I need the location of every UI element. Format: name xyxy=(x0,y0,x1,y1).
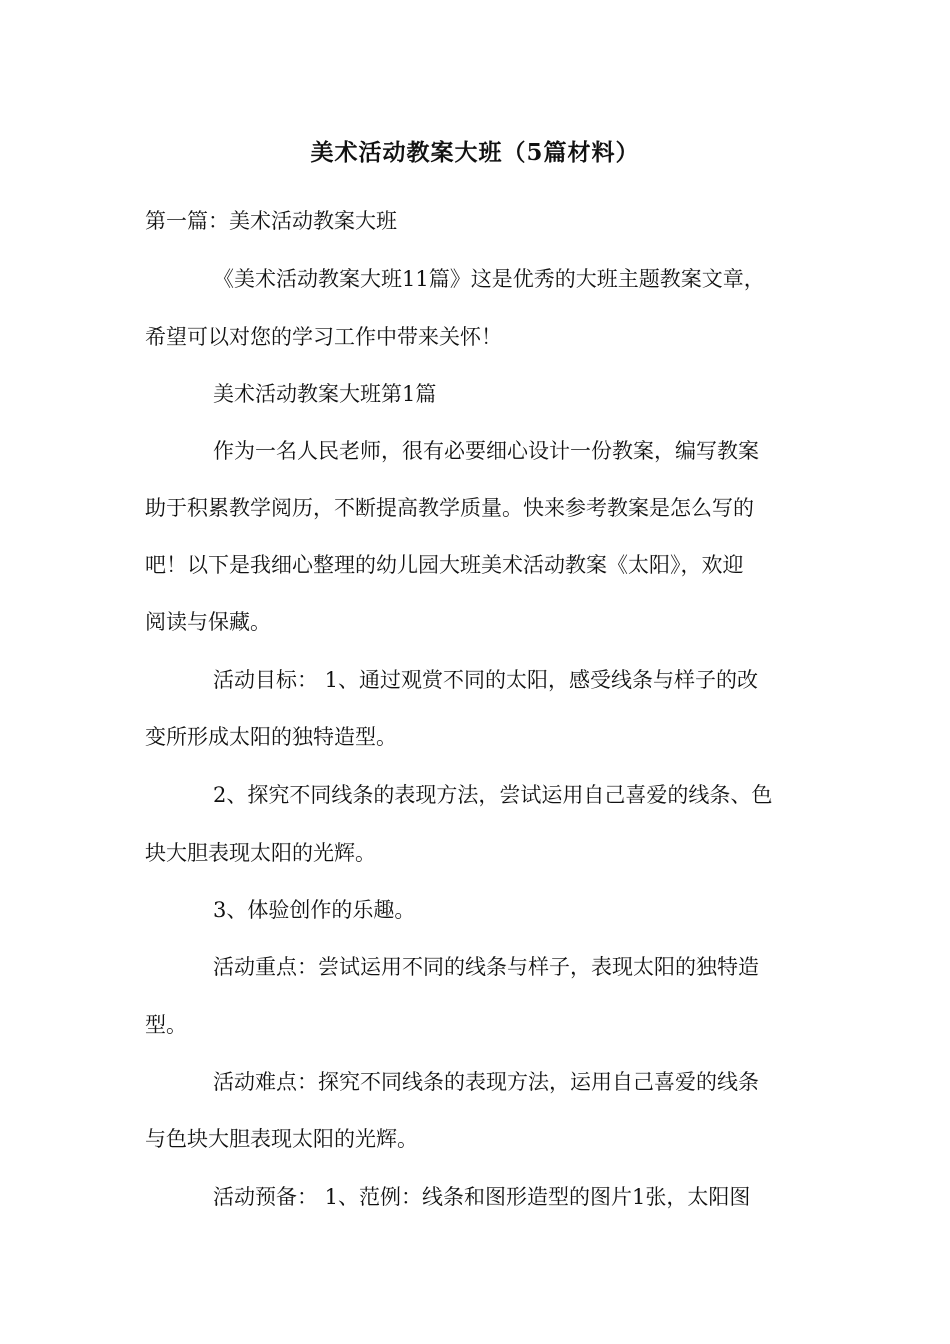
paragraph-line: 吧！以下是我细心整理的幼儿园大班美术活动教案《太阳》，欢迎 xyxy=(145,553,744,577)
paragraph-line: 2、探究不同线条的表现方法，尝试运用自己喜爱的线条、色 xyxy=(213,783,773,807)
paragraph-line: 活动预备： 1、范例：线条和图形造型的图片1张，太阳图 xyxy=(213,1185,751,1209)
paragraph-line: 阅读与保藏。 xyxy=(145,610,271,634)
paragraph-line: 3、体验创作的乐趣。 xyxy=(213,898,416,922)
paragraph-line: 活动重点：尝试运用不同的线条与样子，表现太阳的独特造 xyxy=(213,955,759,979)
paragraph-line: 活动难点：探究不同线条的表现方法，运用自己喜爱的线条 xyxy=(213,1070,759,1094)
paragraph-line: 块大胆表现太阳的光辉。 xyxy=(145,841,376,865)
paragraph-line: 作为一名人民老师，很有必要细心设计一份教案，编写教案 xyxy=(213,439,759,463)
paragraph-line: 活动目标： 1、通过观赏不同的太阳，感受线条与样子的改 xyxy=(213,668,759,692)
paragraph-line: 变所形成太阳的独特造型。 xyxy=(145,725,397,749)
paragraph-line: 希望可以对您的学习工作中带来关怀！ xyxy=(145,325,502,349)
section-heading: 第一篇：美术活动教案大班 xyxy=(145,209,397,233)
paragraph-line: 助于积累教学阅历，不断提高教学质量。快来参考教案是怎么写的 xyxy=(145,496,754,520)
paragraph-line: 与色块大胆表现太阳的光辉。 xyxy=(145,1127,418,1151)
paragraph-line: 型。 xyxy=(145,1013,187,1037)
subsection-heading: 美术活动教案大班第1篇 xyxy=(213,382,437,406)
paragraph-line: 《美术活动教案大班11篇》这是优秀的大班主题教案文章， xyxy=(213,267,765,291)
document-title: 美术活动教案大班（5篇材料） xyxy=(310,139,640,166)
